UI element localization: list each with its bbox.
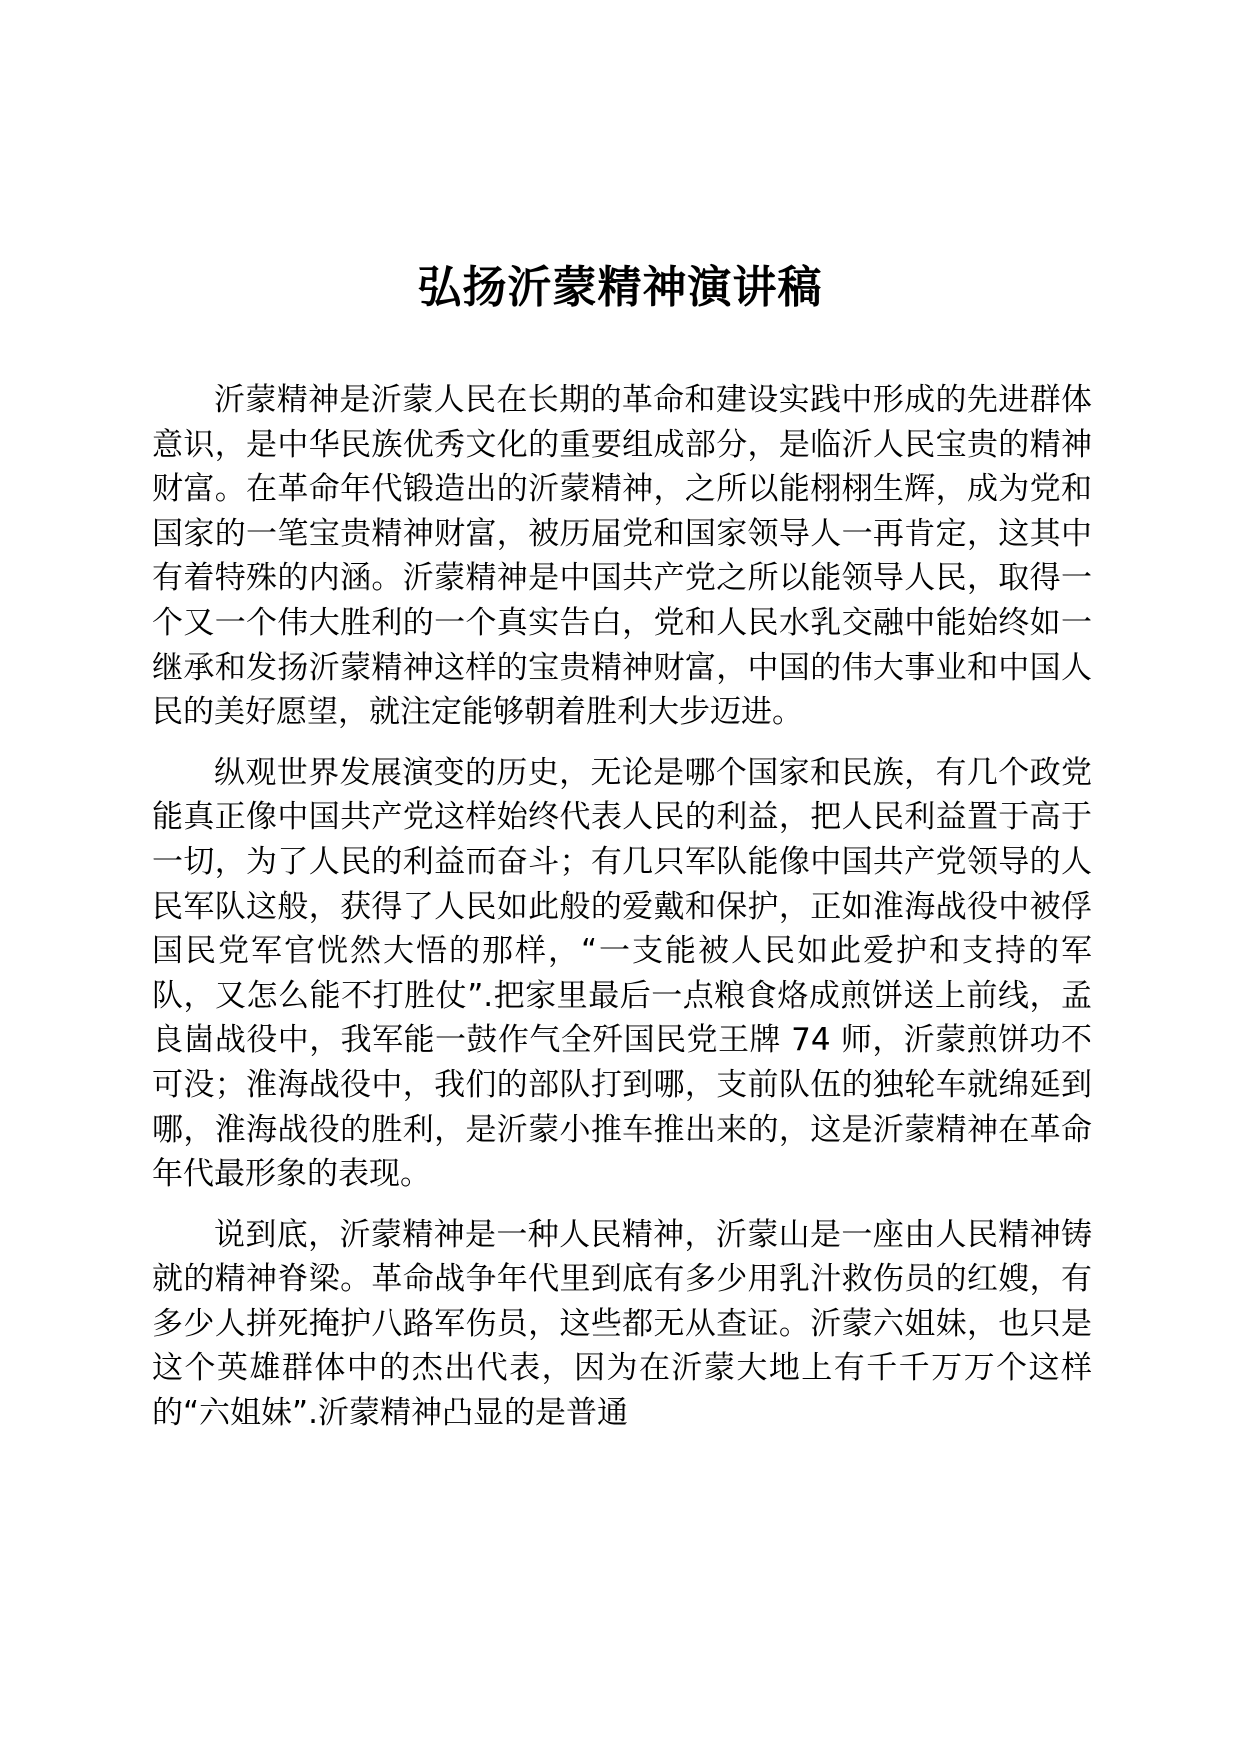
paragraph-1: 沂蒙精神是沂蒙人民在长期的革命和建设实践中形成的先进群体意识，是中华民族优秀文化的重要组成部分，是临沂人民宝贵的精神财富。在革命年代锻造出的沂蒙精神，之所以能栩栩生辉，成为党和国家的一笔宝贵精神财富，被历届党和国家领导人一再肯定，这其中有着特殊的内涵。沂蒙精神是中国共产党之所以能领导人民，取得一个又一个伟大胜利的一个真实告白，党和人民水乳交融中能始终如一继承和发扬沂蒙精神这样的宝贵精神财富，中国的伟大事业和中国人民的美好愿望，就注定能够朝着胜利大步迈进。 bbox=[152, 382, 1092, 731]
page-title: 弘扬沂蒙精神演讲稿 bbox=[417, 262, 823, 313]
document-body bbox=[152, 378, 1092, 1452]
paragraph-3: 说到底，沂蒙精神是一种人民精神，沂蒙山是一座由人民精神铸就的精神脊梁。革命战争年代里到底有多少用乳汁救伤员的红嫂，有多少人拼死掩护八路军伤员，这些都无从查证。沂蒙六姐妹，也只是这个英雄群体中的杰出代表，因为在沂蒙大地上有千千万万个这样的“六姐妹”.沂蒙精神凸显的是普通 bbox=[152, 1216, 1092, 1432]
paragraph-2: 纵观世界发展演变的历史，无论是哪个国家和民族，有几个政党能真正像中国共产党这样始终代表人民的利益，把人民利益置于高于一切，为了人民的利益而奋斗；有几只军队能像中国共产党领导的人民军队这般，获得了人民如此般的爱戴和保护，正如淮海战役中被俘国民党军官恍然大悟的那样，“一支能被人民如此爱护和支持的军队，又怎么能不打胜仗”.把家里最后一点粮食烙成煎饼送上前线，孟良崮战役中，我军能一鼓作气全歼国民党王牌 74 师，沂蒙煎饼功不可没；淮海战役中，我们的部队打到哪，支前队伍的独轮车就绵延到哪，淮海战役的胜利，是沂蒙小推车推出来的，这是沂蒙精神在革命年代最形象的表现。 bbox=[152, 754, 1092, 1193]
